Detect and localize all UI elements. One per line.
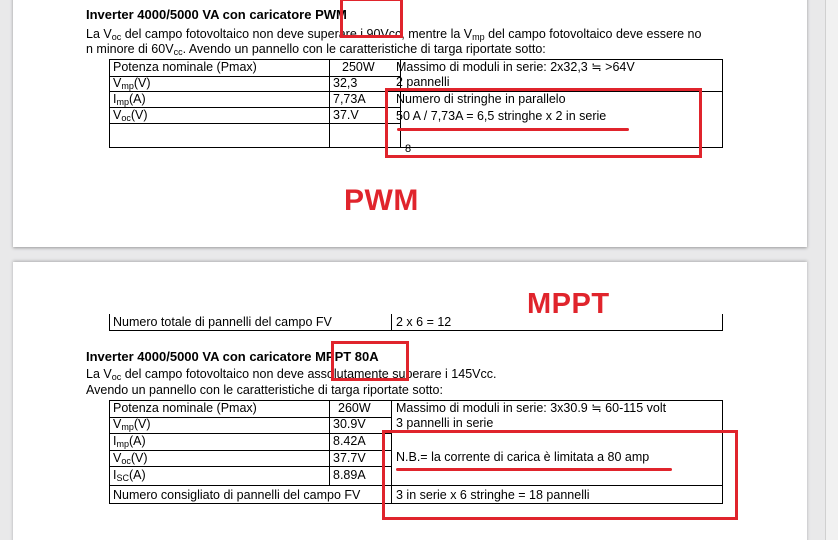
table2-label-imp: $I_{mp}(A)$ — [113, 434, 146, 449]
table2-value-vmp: 30.9V — [333, 417, 366, 431]
table1-value-voc: 37.V — [333, 108, 359, 122]
table1-label-pmax: Potenza nominale (Pmax) — [113, 60, 257, 74]
page2-paragraph-line2: Avendo un pannello con le caratteristiche di targa riportate sotto: — [86, 383, 443, 397]
table2-right-panels: 3 pannelli in serie — [396, 416, 494, 430]
annotation-box-strings — [385, 88, 702, 158]
table2-label-recommended: Numero consigliato di pannelli del campo FV — [113, 488, 361, 502]
table2-value-voc: 37.7V — [333, 451, 366, 465]
table2-value-imp: 8.42A — [333, 434, 366, 448]
table1-right-max-modules: Massimo di moduli in serie: 2x32,3 ≒ >64V — [396, 60, 635, 74]
annotation-box-pwm-heading — [340, 0, 403, 38]
table2-value-pmax: 260W — [338, 401, 371, 415]
table2-label-voc: $V_{oc}(V)$ — [113, 451, 148, 466]
table2-label-isc: $I_{SC}(A)$ — [113, 468, 146, 483]
viewer-scrollbar[interactable] — [825, 0, 838, 540]
table1-label-voc: $V_{oc}(V)$ — [113, 108, 148, 123]
table1-label-vmp: $V_{mp}(V)$ — [113, 76, 151, 91]
page2-paragraph-line1: La $V_{oc}$ del campo fotovoltaico non deve assolutamente superare i 145Vcc. — [86, 367, 497, 382]
table1-value-vmp: 32,3 — [333, 76, 358, 90]
table1-value-imp: 7,73A — [333, 92, 366, 106]
table2-value-isc: 8.89A — [333, 468, 366, 482]
table1-value-pmax: 250W — [342, 60, 375, 74]
page1-paragraph-line2: n minore di $60V_{cc}$. Avendo un pannello con le caratteristiche di targa riportate sotto: — [86, 42, 546, 57]
table1-right-panels: 2 pannelli — [396, 75, 450, 89]
page1-paragraph-line1: La $V_{oc}$ del campo fotovoltaico non deve superare i 90Vcc, mentre la $V_{mp}$ del campo fotovoltaico deve essere no — [86, 27, 702, 42]
page2-heading: Inverter 4000/5000 VA con caricatore MPPT 80A — [86, 349, 379, 364]
page1-heading: Inverter 4000/5000 VA con caricatore PWM — [86, 7, 347, 22]
table2-right-max-modules: Massimo di moduli in serie: 3x30.9 ≒ 60-115 volt — [396, 401, 667, 415]
annotation-underline-note — [396, 468, 672, 471]
document-page-1 — [13, 0, 807, 247]
top-row-label: Numero totale di pannelli del campo FV — [113, 315, 332, 329]
annotation-box-note — [382, 430, 738, 520]
table2-label-pmax: Potenza nominale (Pmax) — [113, 401, 257, 415]
table2-label-vmp: $V_{mp}(V)$ — [113, 417, 151, 432]
table2-value-recommended: 3 in serie x 6 stringhe = 18 pannelli — [396, 488, 590, 502]
annotation-box-mppt-heading — [331, 341, 409, 381]
table2-right-note: N.B.= la corrente di carica è limitata a 80 amp — [396, 450, 650, 464]
annotation-label-pwm: PWM — [344, 184, 419, 217]
table1-right-strings-heading: Numero di stringhe in parallelo — [396, 92, 566, 106]
annotation-underline-strings — [397, 128, 629, 131]
table1-right-note: 8 — [405, 143, 412, 155]
table1-right-strings-calc: 50 A / 7,73A = 6,5 stringhe x 2 in serie — [396, 109, 607, 123]
annotation-label-mppt: MPPT — [527, 288, 610, 320]
top-row-value: 2 x 6 = 12 — [396, 315, 452, 329]
table1-label-imp: $I_{mp}(A)$ — [113, 92, 146, 107]
document-page-2 — [13, 262, 807, 540]
